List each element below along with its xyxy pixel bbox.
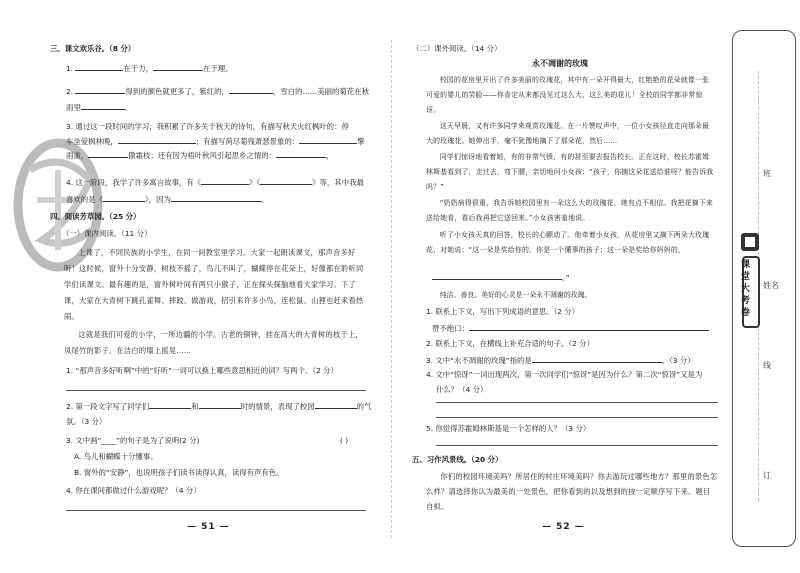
right-page — [392, 0, 732, 573]
right-q5: 5. 你觉得苏霍姆林斯基是一个怎样的人？（3 分） — [426, 424, 591, 433]
right-q1-word: 赞不绝口： — [432, 323, 709, 333]
left-q3: 3. 文中画“____”的句子是为了说明(2 分) — [66, 436, 200, 445]
passage2-para6: 纯洁、善良、美好的心灵是一朵永不凋谢的玫瑰。 — [439, 291, 592, 299]
right-q3: 3. 文中“永不凋谢的玫瑰”指的是 。（3 分） — [426, 356, 695, 365]
left-q2-cont: 氛。（3 分） — [66, 417, 107, 426]
q3-1: 1. 在于力， 在于理。 — [66, 64, 233, 73]
passage2-para4: “奶奶病得很重，我告诉她校园里有一朵这么大的玫瑰花，她有点不相信。我把花摘下来送给她看，看后我再把它送回来。”小女孩害羞地说。 — [426, 199, 714, 222]
answer-line[interactable] — [66, 390, 366, 391]
q3-3-cont: 车坐爱枫林晚， ；有描写荷尽菊残萧瑟景象的： 擎 — [66, 137, 365, 146]
q3-3: 3. 通过这一段时间的学习，我积累了许多关于秋天的诗句，有描写秋天火红枫叶的：停 — [66, 122, 349, 131]
q3-2: 2. 得到的颜色就更多了，紫红的， ，雪白的……美丽的菊花在秋 — [66, 87, 369, 96]
right-q2: 2. 联系上下文，在横线上补充合适的句子。（2 分） — [426, 339, 594, 348]
sidebar-label-line: 线 — [763, 361, 771, 370]
sidebar-label-order: 订 — [763, 471, 771, 480]
q3-2-cont: 雨里 。 — [66, 103, 133, 112]
left-q4: 4. 你在课间都做过什么游戏呢？（4 分） — [66, 486, 201, 495]
passage2-para3: 同学们惊讶地看着她，有的非常气愤，有的甚至要去报告校长。正在这时，校长苏霍姆林斯基看到了，走过去，弯下腰，亲切地问小女孩：“孩子，你摘这朵花送给谁呀？能告诉我吗？” — [426, 153, 714, 191]
sidebar-label-class: 班 — [763, 169, 771, 178]
passage1-para2: 这就是我们可爱的小学，一所边疆的小学。古老的铜钟，挂在高大的大青树的枝干上，凤尾竹的影子，在洁白的墙上摇晃…… — [64, 330, 363, 355]
left-q3-option-a[interactable]: A. 鸟儿和蝴蝶十分懂事。 — [74, 452, 158, 461]
left-q2: 2. 第一段文字写了同学们 和 时的情景，表现了校园 的气 — [66, 402, 372, 411]
page-number-52: — 52 — — [542, 522, 585, 532]
q3-3-cont2: 雨盖， 傲霜枝；还有因为梧叶秋风引起思乡之情的： ， — [66, 151, 334, 160]
writing-prompt: 你们的校园环境美吗？所居住的村庄环境美吗？你去游玩过哪些地方？那里的景色怎么样？请选择你认为最美的一处景色，把你看到的以及想到的按一定顺序写下来。题目自拟。 — [426, 472, 718, 511]
left-page — [0, 0, 392, 573]
q3-4: 4. 这一阶段，我学了许多寓言故事，有《 》《 》等，其中我最 — [66, 178, 364, 187]
right-q4-cont: 什么？（4 分） — [436, 385, 488, 394]
answer-line[interactable] — [436, 445, 718, 446]
passage2-para5: 听了小女孩天真的回答，校长的心颤动了。他牵着小女孩，从花房里又摘下两朵大玫瑰花，对她说：“这一朵是奖给你的，你是一个懂事的孩子；这一朵是奖给你妈妈的， — [426, 231, 710, 254]
right-q4: 4. 文中“惊讶”一词出现两次，第一次同学们“惊讶”是因为什么？第二次“惊讶”又是为 — [426, 370, 703, 379]
passage-title: 永不凋谢的玫瑰 — [532, 59, 588, 68]
sub2-heading: （二）课外阅读。（14 分） — [412, 44, 502, 53]
brand-logo-text: 课堂大考卷 — [741, 260, 751, 318]
section4-heading: 四、阅读芳草园。（25 分） — [50, 212, 141, 221]
left-q1: 1. “那声音多好听啊”中的“好听”一词可以换上哪些意思相近的词？写两个。（2 分） — [66, 366, 338, 375]
answer-line[interactable] — [436, 417, 718, 418]
section5-heading: 五、习作风景线。（20 分） — [412, 455, 503, 464]
passage2-blank-line: 。” — [432, 272, 570, 282]
q3-4-cont: 喜欢的是《 》，因为 。 — [66, 195, 269, 204]
right-q1: 1. 联系上下文，写出下列成语的意思。（2 分） — [426, 307, 580, 316]
left-q3-option-b[interactable]: B. 窗外的“安静”，也说明孩子们读书读得认真，读得有声有色。 — [74, 468, 284, 477]
sidebar-label-name: 姓名 — [763, 281, 779, 290]
section3-heading: 三、课文欢乐谷。（8 分） — [50, 44, 136, 53]
passage2-para1: 校园的花房里开出了许多美丽的玫瑰花，其中有一朵开得最大，红艳艳的花朵就像一张可爱的婴儿的笑脸——你肯定从来都没见过这么大、这么美的花儿！全校的同学都非常惊讶。 — [426, 76, 710, 114]
passage2-para2: 这天早晨，又有许多同学来观赏玫瑰花。在一片赞叹声中，一位小女孩径直走向那朵最大的玫瑰花。她伸出手，毫不犹豫地摘下了那朵花，然后…… — [426, 122, 710, 145]
sub1-heading: （一）课内阅读。（11 分） — [62, 229, 152, 238]
answer-line[interactable] — [66, 510, 366, 511]
left-q3-paren[interactable]: ( ) — [340, 436, 349, 445]
page-number-51: — 51 — — [187, 522, 230, 532]
passage1-para1: 上课了，不同民族的小学生，在同一间教室里学习。大家一起朗读课文，那声音多好听！这时候，窗外十分安静，树枝不摇了，鸟儿不叫了，蝴蝶停在花朵上，好像都在聆听同学们读课文。最有趣的是，窗外树叶间有两只小猴子，正在探头探脑地看大家学习。下了课，大家在大青树下跳孔雀舞、摔跤、做游戏，招引来许多小鸟，连松鼠、山狸也赶来看热闹。 — [64, 248, 364, 321]
answer-line[interactable] — [436, 402, 718, 403]
binding-sidebar — [732, 30, 796, 547]
